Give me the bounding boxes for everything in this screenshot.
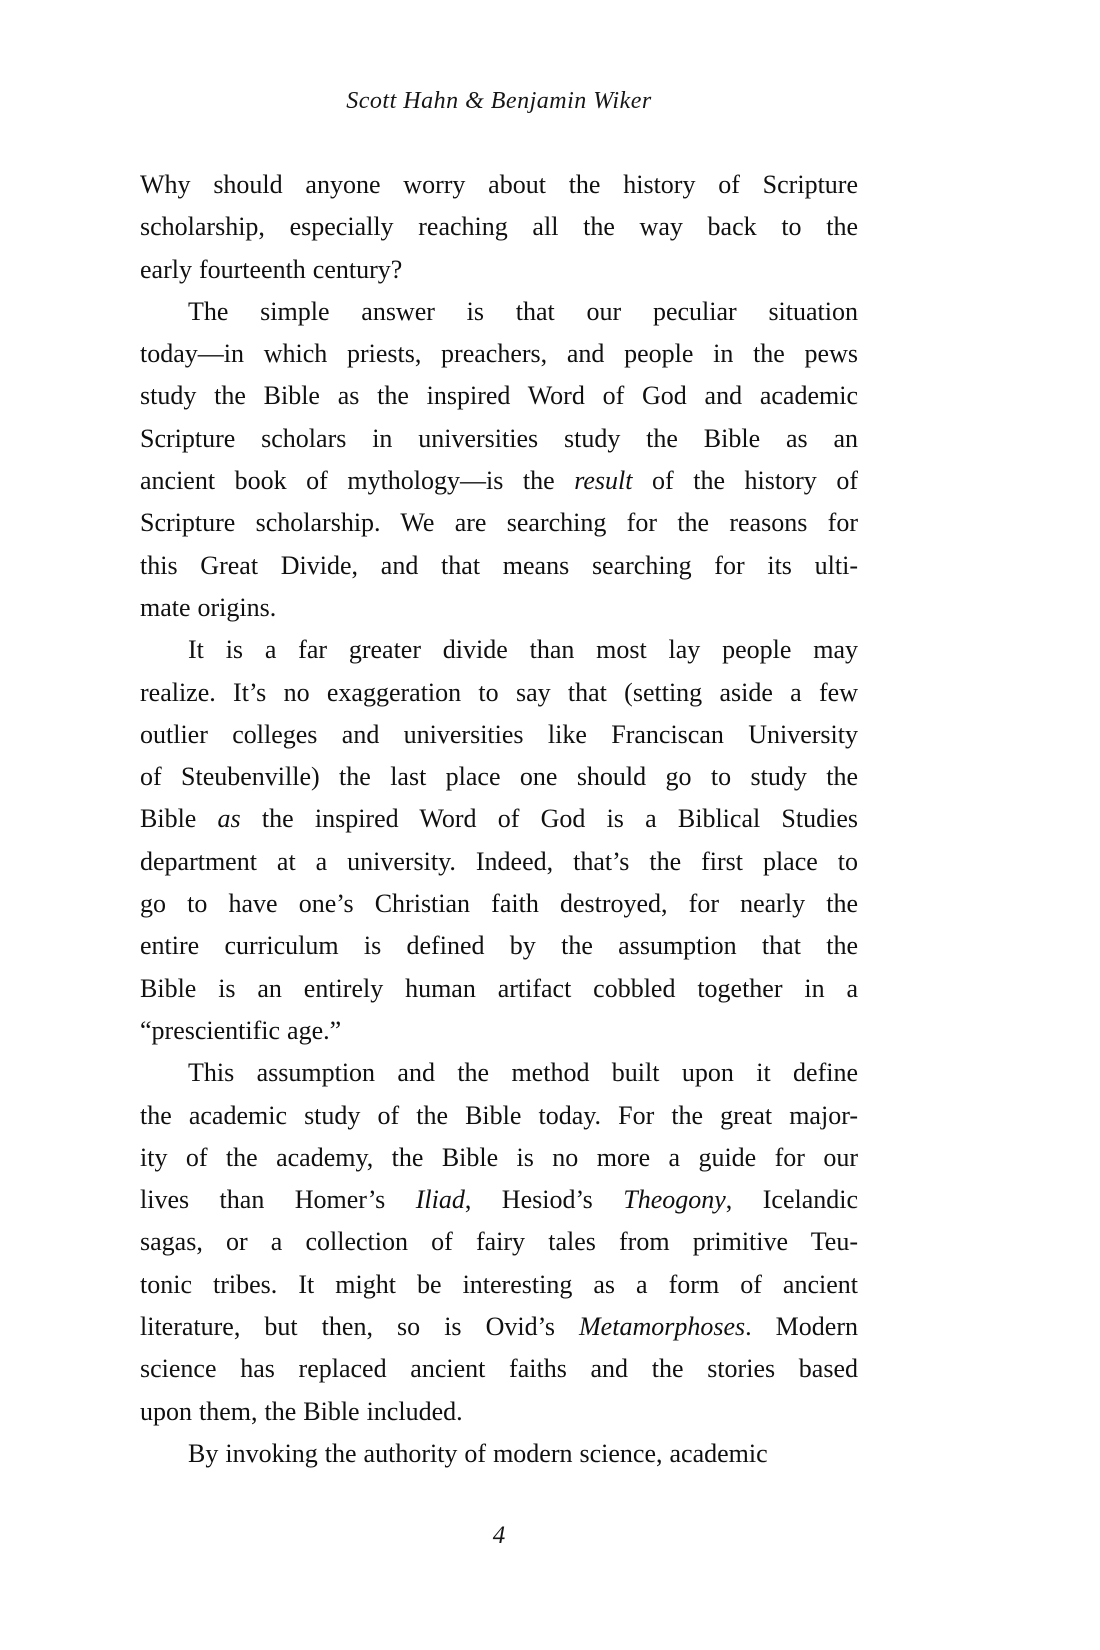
text-line: of Steubenville) the last place one should go to study the: [140, 762, 858, 792]
text-line: ity of the academy, the Bible is no more a guide for our: [140, 1142, 858, 1172]
text-line: go to have one’s Christian faith destroyed, for nearly the: [140, 889, 858, 919]
text-line: ancient book of mythology—is the result of the history of: [140, 466, 858, 496]
text-line: outlier colleges and universities like Franciscan University: [140, 719, 858, 749]
text-line: mate origins.: [140, 592, 277, 622]
page-number: 4: [492, 1522, 506, 1549]
text-line: It is a far greater divide than most lay people may: [188, 635, 858, 665]
text-line: upon them, the Bible included.: [140, 1396, 463, 1426]
text-line: entire curriculum is defined by the assumption that the: [140, 931, 858, 961]
text-line: this Great Divide, and that means searching for its ulti-: [140, 550, 858, 580]
text-line: tonic tribes. It might be interesting as a form of ancient: [140, 1269, 858, 1299]
text-line: early fourteenth century?: [140, 254, 403, 284]
text-line: the academic study of the Bible today. For the great major-: [140, 1100, 858, 1130]
text-line: realize. It’s no exaggeration to say that (setting aside a few: [140, 677, 858, 707]
text-line: Scripture scholarship. We are searching for the reasons for: [140, 508, 858, 538]
page-body: [140, 164, 858, 1475]
text-line: today—in which priests, preachers, and people in the pews: [140, 339, 858, 369]
running-header: Scott Hahn & Benjamin Wiker: [346, 88, 652, 114]
text-line: scholarship, especially reaching all the way back to the: [140, 212, 858, 242]
text-line: lives than Homer’s Iliad, Hesiod’s Theogony, Icelandic: [140, 1185, 858, 1215]
text-line: This assumption and the method built upon it define: [188, 1058, 858, 1088]
text-line: department at a university. Indeed, that’s the first place to: [140, 846, 858, 876]
text-line: Why should anyone worry about the history of Scripture: [140, 170, 858, 199]
text-line: sagas, or a collection of fairy tales from primitive Teu-: [140, 1227, 858, 1257]
text-line: study the Bible as the inspired Word of God and academic: [140, 381, 858, 411]
text-line: Bible is an entirely human artifact cobbled together in a: [140, 973, 858, 1003]
text-line: Scripture scholars in universities study the Bible as an: [140, 423, 858, 453]
text-line: Bible as the inspired Word of God is a Biblical Studies: [140, 804, 858, 834]
text-line: The simple answer is that our peculiar situation: [188, 296, 858, 326]
text-line: literature, but then, so is Ovid’s Metamorphoses. Modern: [140, 1312, 858, 1342]
text-line: “prescientific age.”: [140, 1015, 342, 1045]
text-line: science has replaced ancient faiths and the stories based: [140, 1354, 858, 1384]
text-line: By invoking the authority of modern science, academic: [188, 1438, 768, 1468]
